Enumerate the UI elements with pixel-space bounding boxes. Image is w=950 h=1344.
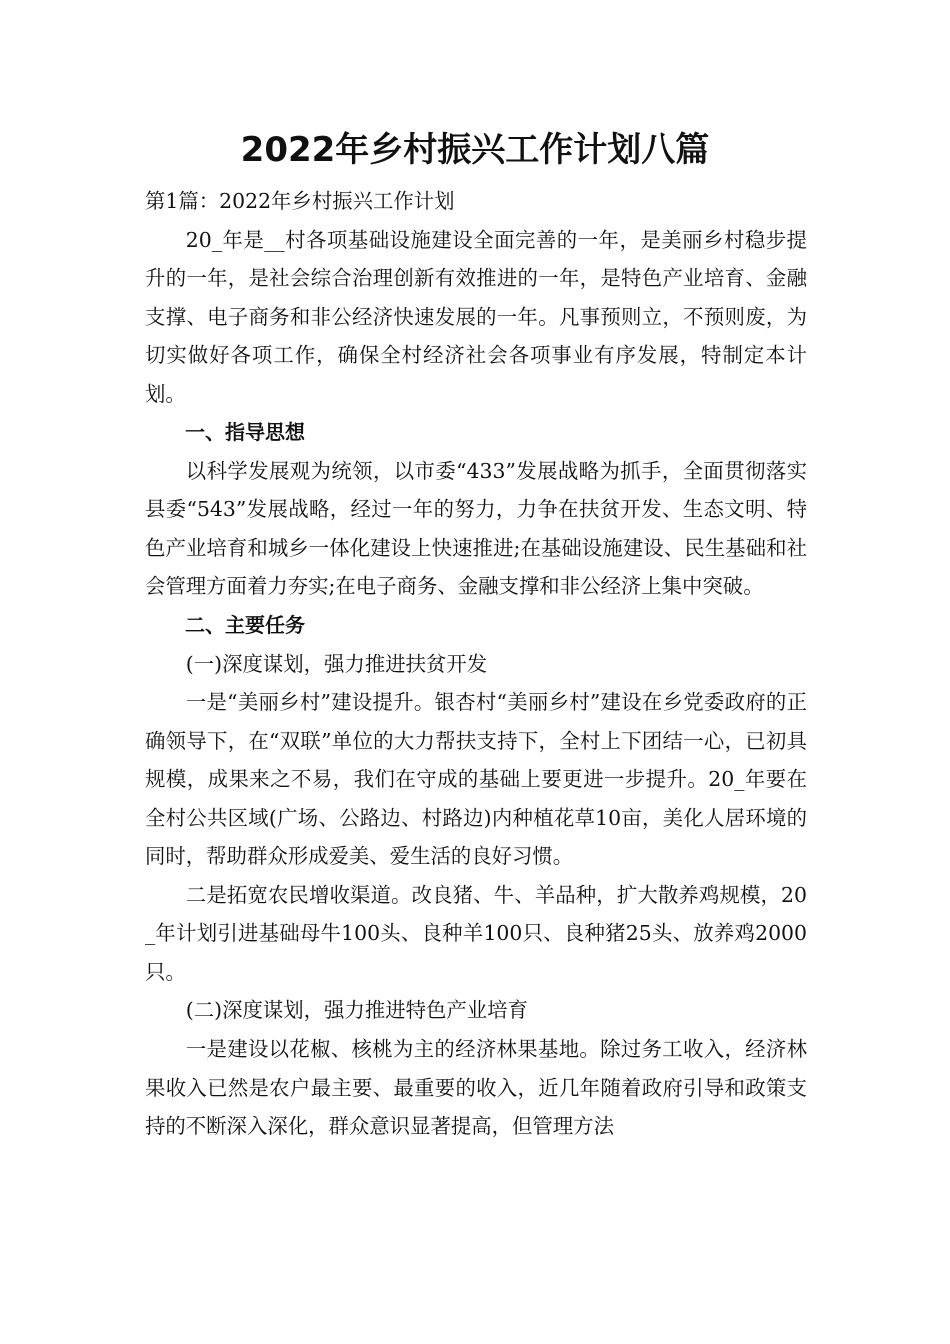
orchard-base-paragraph: 一是建设以花椒、核桃为主的经济林果基地。除过务工收入，经济林果收入已然是农户最主要、最重要的收入，近几年随着政府引导和政策支持的不断深入深化，群众意识显著提高，但管理方法 bbox=[145, 1037, 807, 1139]
section-heading-guiding-thought: 一、指导思想 bbox=[185, 420, 305, 445]
guiding-thought-paragraph: 以科学发展观为统领，以市委“433”发展战略为抓手，全面贯彻落实县委“543”发展战略，经过一年的努力，力争在扶贫开发、生态文明、特色产业培育和城乡一体化建设上快速推进;在基础设施建设、民生基础和社会管理方面着力夯实;在电子商务、金融支撑和非公经济上集中突破。 bbox=[145, 458, 807, 599]
section-heading-main-tasks: 二、主要任务 bbox=[185, 613, 305, 638]
intro-paragraph: 20_年是__村各项基础设施建设全面完善的一年，是美丽乡村稳步提升的一年，是社会综合治理创新有效推进的一年，是特色产业培育、金融支撑、电子商务和非公经济快速发展的一年。凡事预则立，不预则废，为切实做好各项工作，确保全村经济社会各项事业有序发展，特制定本计划。 bbox=[145, 227, 807, 406]
income-channels-paragraph: 二是拓宽农民增收渠道。改良猪、牛、羊品种，扩大散养鸡规模，20_年计划引进基础母牛100头、良种羊100只、良种猪25头、放养鸡2000只。 bbox=[145, 882, 807, 984]
subheading-poverty-alleviation: (一)深度谋划，强力推进扶贫开发 bbox=[185, 651, 488, 676]
subheading-industry-cultivation: (二)深度谋划，强力推进特色产业培育 bbox=[185, 998, 528, 1023]
document-title: 2022年乡村振兴工作计划八篇 bbox=[240, 130, 710, 170]
part-label: 第1篇：2022年乡村振兴工作计划 bbox=[145, 189, 455, 213]
beautiful-village-paragraph: 一是“美丽乡村”建设提升。银杏村“美丽乡村”建设在乡党委政府的正确领导下，在“双联”单位的大力帮扶支持下，全村上下团结一心，已初具规模，成果来之不易，我们在守成的基础上要更进一步提升。20_年要在全村公共区域(广场、公路边、村路边)内种植花草10亩，美化人居环境的同时，帮助群众形成爱美、爱生活的良好习惯。 bbox=[145, 690, 807, 869]
document-body bbox=[145, 182, 807, 1146]
